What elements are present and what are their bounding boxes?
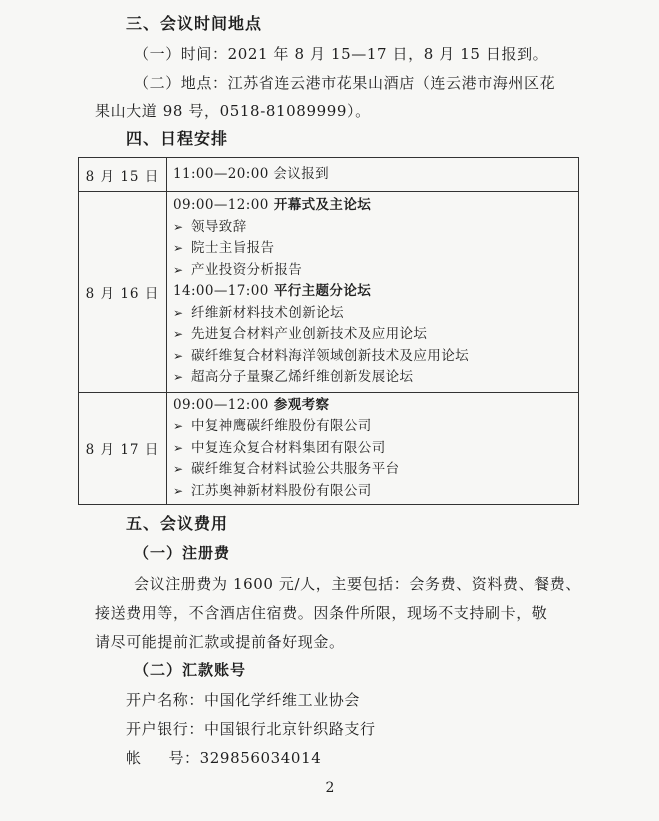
arrow-icon: ➢ (173, 370, 184, 384)
section3-heading: 三、会议时间地点 (126, 14, 263, 33)
fee-paragraph-line3: 请尽可能提前汇款或提前备好现金。 (95, 633, 345, 651)
arrow-icon: ➢ (173, 483, 184, 498)
schedule-date-day1: 8 月 15 日 (79, 158, 167, 192)
meeting-time-line: （一）时间：2021 年 8 月 15—17 日，8 月 15 日报到。 (134, 45, 549, 63)
schedule-date-day2: 8 月 16 日 (79, 192, 167, 393)
account-bank: 开户银行：中国银行北京针织路支行 (126, 720, 376, 738)
schedule-row-day1 (79, 158, 579, 192)
schedule-list-item: ➢ 院士主旨报告 (173, 238, 578, 260)
schedule-session-time: 09:00—12:00 (173, 197, 269, 213)
fee-subheading: （一）注册费 (134, 544, 231, 562)
schedule-row-day3 (79, 392, 579, 505)
arrow-icon: ➢ (173, 241, 184, 255)
account-subheading: （二）汇款账号 (134, 661, 247, 679)
section4-heading: 四、日程安排 (126, 129, 229, 148)
account-number: 329856034014 (199, 749, 322, 767)
meeting-place-line1: （二）地点：江苏省连云港市花果山酒店（连云港市海州区花 (134, 74, 556, 92)
schedule-session-time: 09:00—12:00 (173, 396, 269, 413)
fee-paragraph-line1: 会议注册费为 1600 元/人，主要包括：会务费、资料费、餐费、 (134, 575, 581, 593)
account-number-row (126, 748, 321, 768)
arrow-icon: ➢ (173, 462, 184, 476)
arrow-icon: ➢ (173, 327, 184, 341)
schedule-table (78, 157, 579, 505)
arrow-icon: ➢ (173, 419, 184, 433)
schedule-list-item: ➢ 领导致辞 (173, 217, 578, 239)
arrow-icon: ➢ (173, 348, 184, 363)
schedule-list-item: ➢ 超高分子量聚乙烯纤维创新发展论坛 (173, 367, 578, 389)
schedule-list-item: ➢ 碳纤维复合材料试验公共服务平台 (173, 459, 578, 481)
schedule-list-item: ➢ 碳纤维复合材料海洋领域创新技术及应用论坛 (173, 346, 578, 368)
schedule-list-item: ➢ 先进复合材料产业创新技术及应用论坛 (173, 324, 578, 346)
schedule-session-title: 参观考察 (273, 396, 330, 413)
arrow-icon: ➢ (173, 440, 184, 455)
schedule-item-registration: 11:00—20:00 会议报到 (173, 165, 330, 182)
schedule-list-item: ➢ 纤维新材料技术创新论坛 (173, 303, 578, 325)
schedule-session-header (173, 281, 578, 303)
schedule-session-header (173, 395, 578, 417)
schedule-list-item: ➢ 江苏奥神新材料股份有限公司 (173, 481, 578, 503)
schedule-session-title: 平行主题分论坛 (273, 283, 372, 299)
meeting-place-line2: 果山大道 98 号，0518-81089999）。 (95, 102, 371, 120)
arrow-icon: ➢ (173, 305, 184, 320)
arrow-icon: ➢ (173, 219, 184, 234)
arrow-icon: ➢ (173, 262, 184, 277)
section5-heading: 五、会议费用 (126, 514, 229, 533)
schedule-list-item: ➢ 产业投资分析报告 (173, 260, 578, 282)
account-name: 开户名称：中国化学纤维工业协会 (126, 691, 361, 709)
schedule-session-title: 开幕式及主论坛 (273, 197, 372, 213)
schedule-row-day2 (79, 192, 579, 393)
schedule-date-day3: 8 月 17 日 (79, 392, 167, 505)
fee-paragraph-line2: 接送费用等，不含酒店住宿费。因条件所限，现场不支持刷卡，敬 (95, 604, 548, 622)
account-number-label: 帐 号： (126, 749, 200, 767)
schedule-list-item: ➢ 中复连众复合材料集团有限公司 (173, 438, 578, 460)
schedule-session-header (173, 195, 578, 217)
page-number: 2 (325, 780, 335, 796)
schedule-session-time: 14:00—17:00 (173, 283, 269, 299)
schedule-list-item: ➢ 中复神鹰碳纤维股份有限公司 (173, 416, 578, 438)
